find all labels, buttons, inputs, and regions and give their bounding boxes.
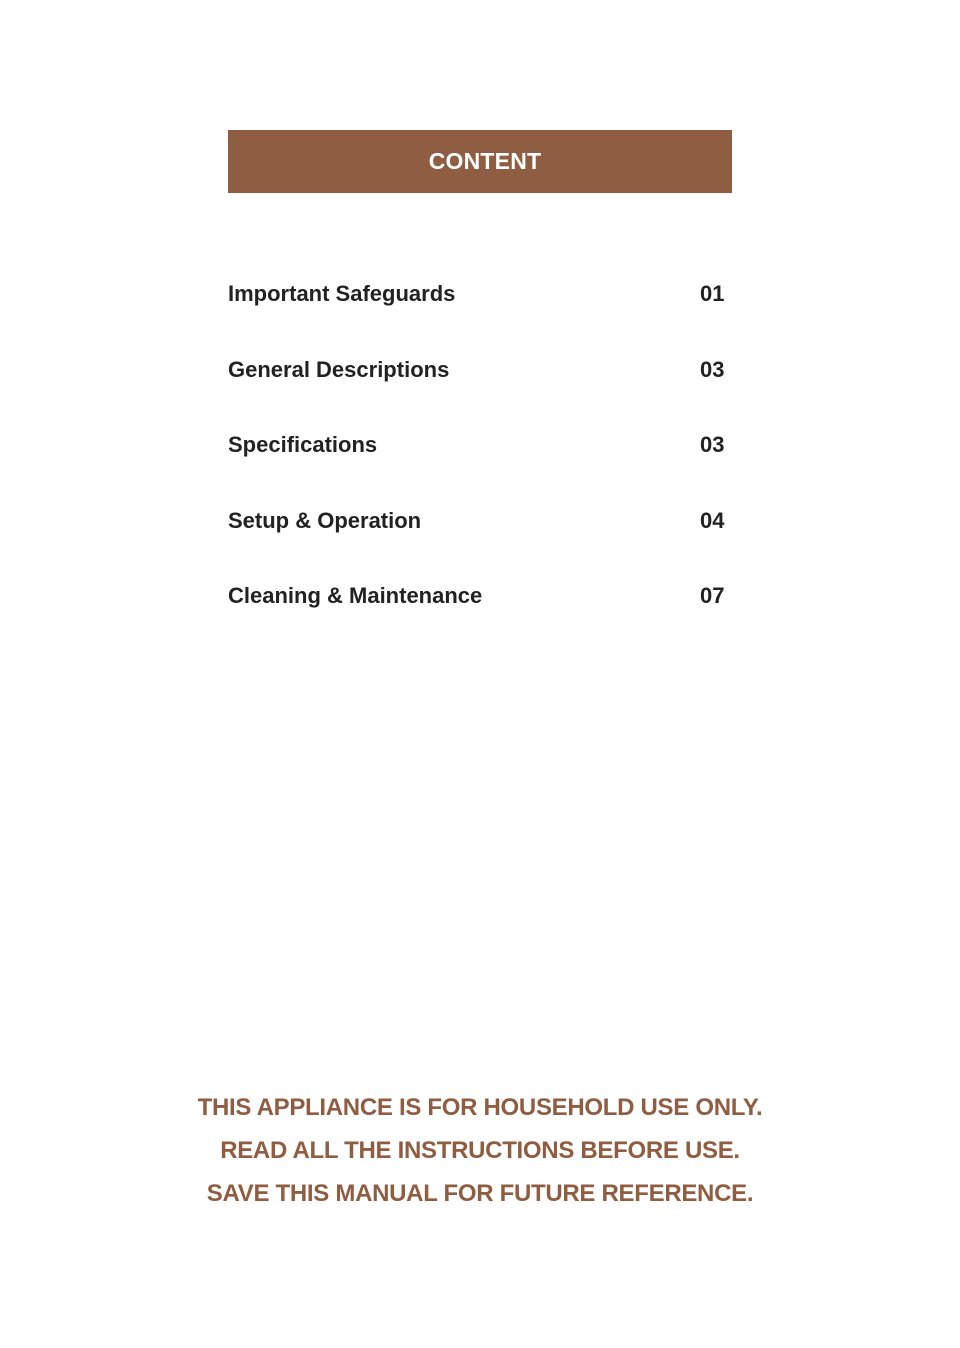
- toc-item-page-number: 01: [700, 281, 725, 306]
- toc-item-page-number: 03: [700, 432, 725, 457]
- toc-item-label: General Descriptions: [228, 356, 450, 382]
- usage-notice: [0, 1086, 960, 1215]
- toc-item[interactable]: [228, 427, 732, 503]
- toc-item-page-number: 07: [700, 583, 725, 608]
- table-of-contents: [228, 276, 732, 654]
- toc-item-page-number: 04: [700, 507, 725, 533]
- notice-line-read-instructions: READ ALL THE INSTRUCTIONS BEFORE USE.: [220, 1137, 740, 1164]
- toc-item-label: Specifications: [228, 432, 378, 457]
- notice-line-save-manual: SAVE THIS MANUAL FOR FUTURE REFERENCE.: [206, 1180, 754, 1207]
- toc-item-label: Setup & Operation: [228, 507, 422, 533]
- toc-item[interactable]: [228, 578, 732, 654]
- toc-item[interactable]: [228, 276, 732, 352]
- toc-item[interactable]: [228, 352, 732, 428]
- toc-item-label: Cleaning & Maintenance: [228, 583, 483, 608]
- content-header-bar: [228, 130, 732, 193]
- page-title: CONTENT: [428, 148, 542, 174]
- toc-item[interactable]: [228, 503, 732, 579]
- toc-item-page-number: 03: [700, 356, 725, 382]
- notice-line-household: THIS APPLIANCE IS FOR HOUSEHOLD USE ONLY.: [197, 1094, 763, 1121]
- toc-item-label: Important Safeguards: [228, 281, 456, 306]
